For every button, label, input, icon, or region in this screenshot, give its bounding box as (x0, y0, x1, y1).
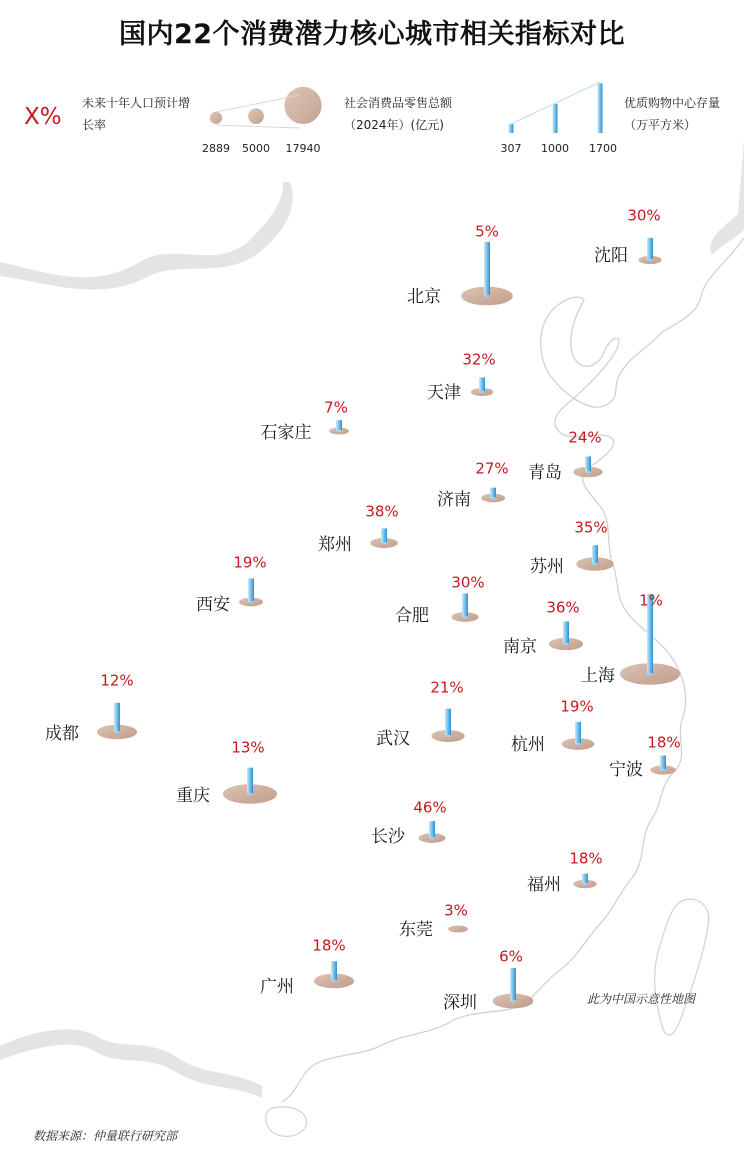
source-note: 数据来源：仲量联行研究部 (33, 1129, 178, 1143)
growth-label: 24% (568, 428, 602, 447)
city-label: 重庆 (176, 786, 210, 806)
border-line (0, 182, 293, 290)
legend-retail-guide (216, 125, 300, 128)
city-label: 石家庄 (260, 423, 312, 443)
growth-label: 18% (312, 936, 346, 955)
city-label: 东莞 (399, 920, 433, 940)
city-markers (45, 207, 681, 1014)
legend-mall-tick-2: 1000 (541, 142, 569, 155)
legend-retail-disc (284, 87, 321, 124)
city-label: 成都 (45, 724, 79, 744)
city-label: 广州 (260, 977, 294, 997)
growth-label: 7% (324, 398, 348, 417)
city-label: 郑州 (318, 535, 352, 555)
mall-bar (510, 968, 516, 1001)
mall-bar-base (331, 980, 337, 982)
mall-bar (484, 242, 490, 296)
city-label: 福州 (527, 875, 561, 895)
mall-bar (248, 578, 254, 602)
mall-bar-base (647, 673, 653, 675)
mall-bar (585, 456, 591, 472)
mall-bar-base (445, 735, 451, 737)
legend-mall-bar (509, 124, 514, 133)
growth-label: 19% (233, 553, 267, 572)
growth-label: 32% (462, 350, 496, 369)
mall-bar (429, 821, 435, 838)
mall-bar-base (462, 616, 468, 618)
growth-label: 38% (365, 502, 399, 521)
mall-bar (381, 528, 387, 543)
city-label: 合肥 (395, 606, 429, 626)
mall-bar-base (647, 259, 653, 261)
city-label: 天津 (427, 383, 461, 403)
mall-bar (592, 545, 598, 564)
city-label: 宁波 (609, 760, 643, 780)
mall-bar-base (479, 391, 485, 393)
growth-label: 12% (100, 671, 134, 690)
growth-label: 30% (627, 206, 661, 225)
mall-bar (575, 722, 581, 744)
mall-bar (247, 768, 253, 794)
mall-bar (490, 488, 496, 498)
legend-retail-tick-2: 5000 (242, 142, 270, 155)
growth-label: 18% (647, 733, 681, 752)
legend-retail-label: 社会消费品零售总额（2024年）(亿元) (344, 96, 453, 132)
mall-bar-base (429, 837, 435, 839)
mall-bar-base (575, 743, 581, 745)
growth-label: 30% (451, 573, 485, 592)
city-label: 杭州 (511, 735, 545, 755)
mall-bar (479, 377, 485, 392)
mall-bar-base (336, 430, 342, 432)
growth-label: 18% (569, 849, 603, 868)
border-line-southwest (0, 1029, 262, 1098)
mall-bar-base (592, 563, 598, 565)
legend-retail-disc (210, 112, 222, 124)
mall-bar (563, 621, 569, 644)
mall-bar-base (114, 731, 120, 733)
city-label: 苏州 (530, 557, 564, 577)
mall-bar-base (381, 542, 387, 544)
mall-bar (660, 756, 666, 770)
legend-retail-tick-1: 2889 (202, 142, 230, 155)
growth-label: 46% (413, 798, 447, 817)
map-note: 此为中国示意性地图 (587, 992, 696, 1006)
mall-bar-base (582, 883, 588, 885)
border-line-east (710, 140, 744, 255)
mall-bar (331, 961, 337, 981)
growth-label: 5% (475, 222, 499, 241)
mall-bar (647, 238, 653, 260)
city-label: 武汉 (376, 729, 410, 749)
legend-graphics (210, 82, 603, 133)
city-label: 上海 (581, 666, 615, 686)
mall-bar-base (490, 497, 496, 499)
city-label: 西安 (196, 595, 230, 615)
legend-mall-bar (553, 104, 558, 133)
mall-bar (445, 709, 451, 736)
growth-label: 19% (560, 697, 594, 716)
mall-bar-base (510, 1000, 516, 1002)
mall-bar (114, 703, 120, 732)
mall-bar (582, 874, 588, 884)
growth-label: 1% (639, 591, 663, 610)
legend-mall-tick-1: 307 (500, 142, 522, 155)
page-title: 国内22个消费潜力核心城市相关指标对比 (118, 19, 626, 50)
mall-bar-base (585, 471, 591, 473)
legend-mall-tick-3: 1700 (589, 142, 617, 155)
city-label: 深圳 (443, 993, 477, 1013)
island-east (655, 899, 709, 1035)
growth-label: 35% (574, 518, 608, 537)
legend-growth-symbol: X% (24, 104, 62, 130)
legend-mall-label: 优质购物中心存量（万平方米） (624, 96, 721, 132)
mall-bar-base (248, 601, 254, 603)
city-label: 北京 (407, 287, 441, 307)
city-label: 济南 (437, 490, 471, 510)
growth-label: 21% (430, 678, 464, 697)
legend-mall-bar (598, 83, 603, 133)
city-label: 沈阳 (594, 246, 628, 266)
city-label: 青岛 (528, 463, 562, 483)
retail-disc (448, 925, 468, 932)
legend-growth-label: 未来十年人口预计增长率 (82, 96, 191, 132)
city-label: 南京 (503, 637, 537, 657)
growth-label: 27% (475, 459, 509, 478)
mall-bar-base (563, 643, 569, 645)
growth-label: 3% (444, 901, 468, 920)
legend-retail-disc (248, 108, 264, 124)
mall-bar-base (247, 793, 253, 795)
growth-label: 13% (231, 738, 265, 757)
growth-label: 36% (546, 598, 580, 617)
mall-bar-base (660, 769, 666, 771)
city-label: 长沙 (371, 827, 405, 847)
island-south (266, 1107, 307, 1136)
mall-bar-base (484, 295, 490, 297)
mall-bar (336, 420, 342, 431)
mall-bar (462, 593, 468, 617)
growth-label: 6% (499, 947, 523, 966)
legend-retail-tick-3: 17940 (285, 142, 321, 155)
